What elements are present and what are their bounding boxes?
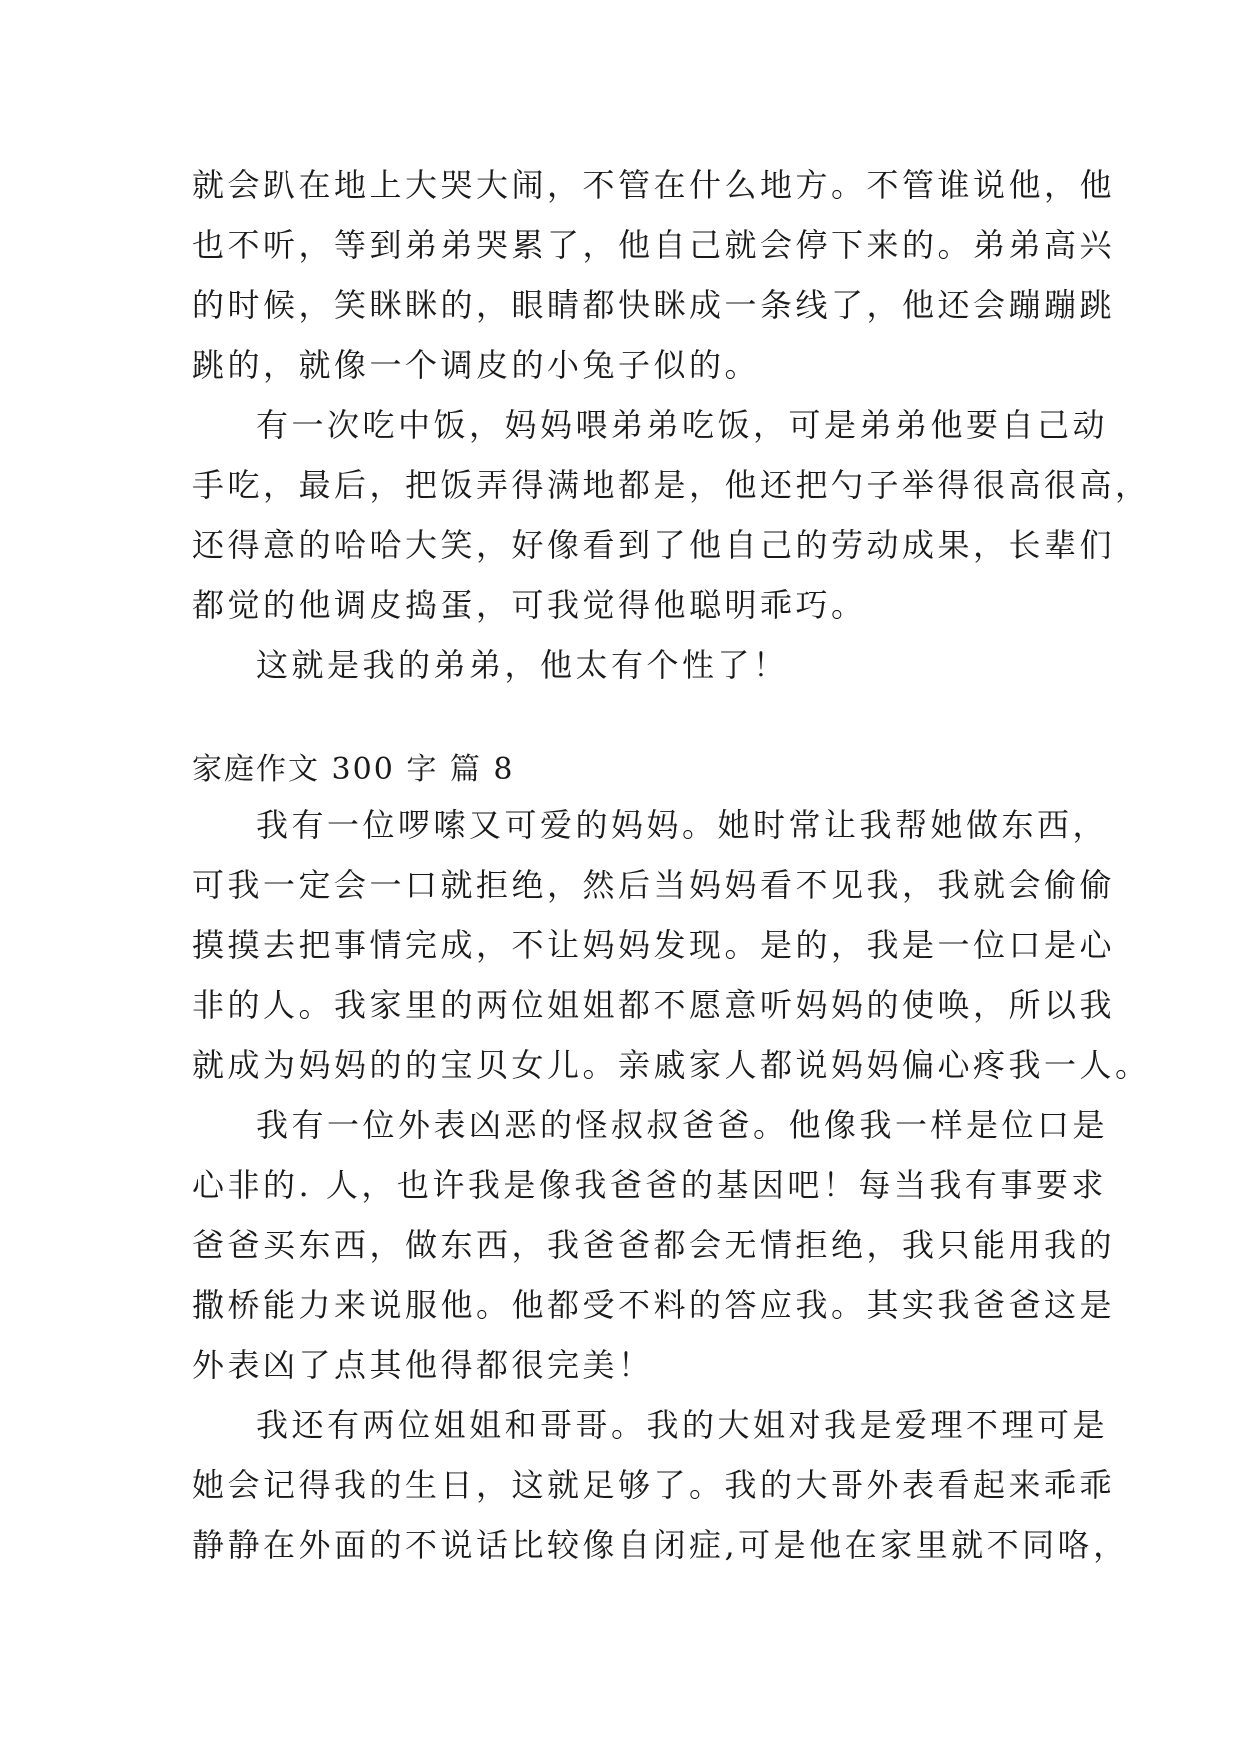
text-line: 心非的. 人，也许我是像我爸爸的基因吧！每当我有事要求 [192,1166,1107,1204]
essay-heading: 家庭作文 300 字 篇 8 [192,752,515,787]
paragraph-start-line: 我有一位啰嗦又可爱的妈妈。她时常让我帮她做东西， [256,806,1109,844]
text-line: 跳的，就像一个调皮的小兔子似的。 [192,346,761,384]
text-line: 就会趴在地上大哭大闹，不管在什么地方。不管谁说他，他 [192,166,1116,204]
paragraph-start-line: 这就是我的弟弟，他太有个性了！ [256,646,789,684]
story-section-brother [192,155,1151,695]
text-line: 摸摸去把事情完成，不让妈妈发现。是的，我是一位口是心 [192,926,1116,964]
text-line: 非的人。我家里的两位姐姐都不愿意听妈妈的使唤，所以我 [192,986,1116,1024]
text-line: 还得意的哈哈大笑，好像看到了他自己的劳动成果，长辈们 [192,526,1116,564]
paragraph-start-line: 有一次吃中饭，妈妈喂弟弟吃饭，可是弟弟他要自己动 [256,406,1109,444]
text-line: 可我一定会一口就拒绝，然后当妈妈看不见我，我就会偷偷 [192,866,1116,904]
text-line: 外表凶了点其他得都很完美！ [192,1346,654,1384]
text-line: 就成为妈妈的的宝贝女儿。亲戚家人都说妈妈偏心疼我一人。 [192,1046,1151,1084]
text-line: 她会记得我的生日，这就足够了。我的大哥外表看起来乖乖 [192,1466,1116,1504]
text-line: 也不听，等到弟弟哭累了，他自己就会停下来的。弟弟高兴 [192,226,1116,264]
text-line: 爸爸买东西，做东西，我爸爸都会无情拒绝，我只能用我的 [192,1226,1116,1264]
story-section-family [192,795,1151,1575]
text-line: 撒桥能力来说服他。他都受不料的答应我。其实我爸爸这是 [192,1286,1116,1324]
text-line: 的时候，笑眯眯的，眼睛都快眯成一条线了，他还会蹦蹦跳 [192,286,1116,324]
text-line: 静静在外面的不说话比较像自闭症,可是他在家里就不同咯， [192,1526,1129,1564]
paragraph-start-line: 我有一位外表凶恶的怪叔叔爸爸。他像我一样是位口是 [256,1106,1109,1144]
text-line: 手吃，最后，把饭弄得满地都是，他还把勺子举得很高很高， [192,466,1151,504]
text-line: 都觉的他调皮捣蛋，可我觉得他聪明乖巧。 [192,586,867,624]
paragraph-start-line: 我还有两位姐姐和哥哥。我的大姐对我是爱理不理可是 [256,1406,1109,1444]
